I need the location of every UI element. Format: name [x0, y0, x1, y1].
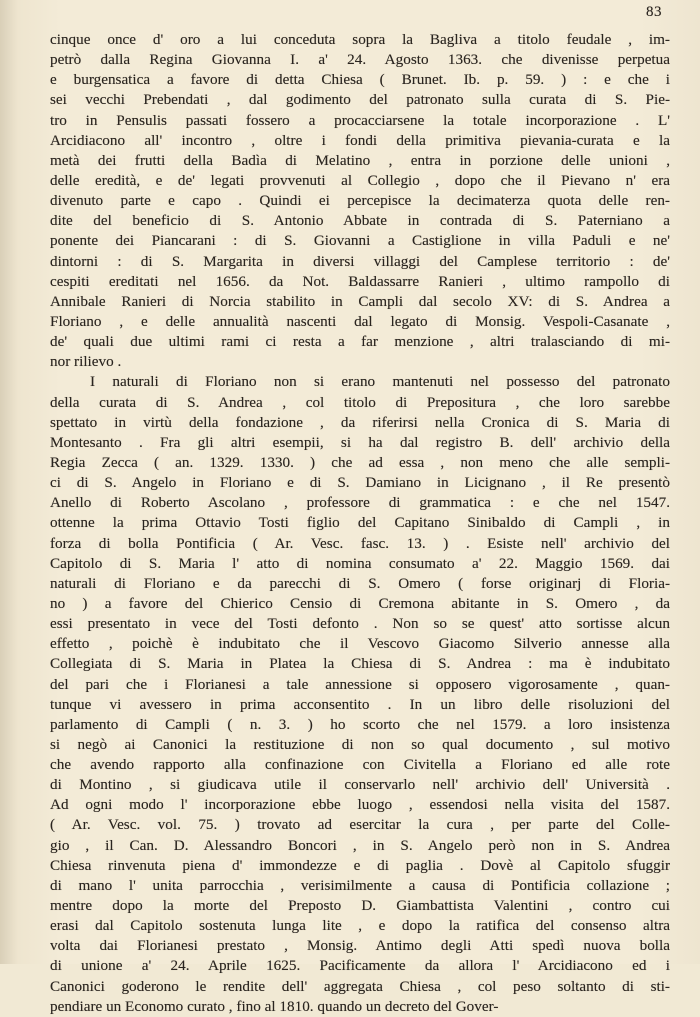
text-line: effetto , poichè è indubitato che il Vescovo Giacomo Silverio annesse alla [50, 635, 670, 653]
text-line: ottenne la prima Ottavio Tosti figlio del Capitano Sinibaldo di Campli , in [50, 514, 670, 532]
text-line: Annibale Ranieri di Norcia stabilito in Campli dal secolo XV: di S. Andrea a [50, 292, 670, 310]
text-line: dintorni : di S. Margarita in diversi villaggi del Camplese territorio : de' [50, 252, 670, 270]
text-line: di Montino , si giudicava utile il conservarlo nell' archivio dell' Università . [50, 776, 670, 794]
text-line: parlamento di Campli ( n. 3. ) ho scorto che nel 1579. a loro insistenza [50, 715, 670, 733]
text-line: naturali di Floriano e da parecchi di S. Omero ( forse originarj di Floria- [50, 574, 670, 592]
text-line: gio , il Can. D. Alessandro Boncori , in S. Angelo però non in S. Andrea [50, 836, 670, 854]
text-line: de' quali due ultimi rami ci resta a far menzione , altri tralasciando di mi- [50, 333, 670, 351]
text-line: ci di S. Angelo in Floriano e di S. Damiano in Licignano , il Re presentò [50, 474, 670, 492]
text-line: no ) a favore del Chierico Censio di Cremona abitante in S. Omero , da [50, 594, 670, 612]
text-line: Anello di Roberto Ascolano , professore di grammatica : e che nel 1547. [50, 494, 670, 512]
text-line: Ad ogni modo l' incorporazione ebbe luogo , essendosi nella visita del 1587. [50, 796, 670, 814]
text-line: Collegiata di S. Maria in Platea la Chiesa di S. Andrea : ma è indubitato [50, 655, 670, 673]
text-line: mentre dopo la morte del Preposto D. Giambattista Valentini , contro cui [50, 897, 670, 915]
text-line: volta dai Florianesi prestato , Monsig. Antimo degli Atti spedì nuova bolla [50, 937, 670, 955]
text-line: I naturali di Floriano non si erano mantenuti nel possesso del patronato [90, 373, 670, 391]
text-line: che avendo rapporto alla confinazione con Civitella a Floriano ed alle rote [50, 756, 670, 774]
text-line: Arcidiacono all' incontro , oltre i fondi della primitiva pievania-curata e la [50, 131, 670, 149]
text-line: di unione a' 24. Aprile 1625. Pacificamente da allora l' Arcidiacono ed i [50, 957, 670, 975]
text-line: della curata di S. Andrea , col titolo di Prepositura , che loro sarebbe [50, 393, 670, 411]
text-line: spettato in virtù della fondazione , da riferirsi nella Cronica di S. Maria di [50, 413, 670, 431]
body-text [50, 30, 670, 1017]
text-line: ( Ar. Vesc. vol. 75. ) trovato ad esercitar la cura , per parte del Colle- [50, 816, 670, 834]
text-line: cinque once d' oro a lui conceduta sopra la Bagliva a titolo feudale , im- [50, 31, 670, 48]
text-line: tro in Pensulis passati fossero a procacciarsene la totale incorporazione . L' [50, 111, 670, 129]
text-line: forza di bolla Pontificia ( Ar. Vesc. fasc. 13. ) . Esiste nell' archivio del [50, 534, 670, 552]
text-line: petrò dalla Regina Giovanna I. a' 24. Agosto 1363. che divenisse perpetua [50, 51, 670, 69]
text-line: ponente dei Piancarani : di S. Giovanni a Castiglione in villa Paduli e ne' [50, 232, 670, 250]
text-line: dite del beneficio di S. Antonio Abbate in contrada di S. Paterniano a [50, 212, 670, 230]
text-line: erasi dal Capitolo sostenuta lunga lite , e dopo la ratifica del consenso altra [50, 917, 670, 935]
text-line: Chiesa rinvenuta piena d' immondezze e di paglia . Dovè al Capitolo sfuggir [50, 856, 670, 874]
text-line: metà dei frutti della Badìa di Melatino , entra in porzione delle unioni , [50, 151, 670, 169]
text-line: divenuto parte e capo . Quindi ei percepisce la decimaterza quota delle ren- [50, 192, 670, 210]
text-line: nor rilievo . [50, 353, 122, 371]
text-line: delle eredità, e de' legati provvenuti al Collegio , dopo che il Pievano n' era [50, 171, 670, 189]
text-line: e burgensatica a favore di detta Chiesa ( Brunet. Ib. p. 59. ) : e che i [50, 71, 670, 89]
text-line: del pari che i Florianesi a tale annessione si opposero vigorosamente , quan- [50, 675, 670, 693]
text-line: Floriano , e delle annualità nascenti dal legato di Monsig. Vespoli-Casanate , [50, 312, 670, 330]
text-line: si negò ai Canonici la restituzione di non so qual documento , sul motivo [50, 735, 670, 753]
text-line: di mano l' unita parrocchia , verisimilmente a causa di Pontificia collazione ; [50, 876, 670, 894]
text-line: tunque vi avessero in prima acconsentito . In un libro delle risoluzioni del [50, 695, 670, 713]
text-line: cespiti ereditati nel 1656. da Not. Baldassarre Ranieri , ultimo rampollo di [50, 272, 670, 290]
text-line: essi presentato in vece del Tosti defonto . Non so se quest' atto sortisse alcun [50, 615, 670, 633]
text-line: Canonici goderono le rendite dell' aggregata Chiesa , col peso soltanto di sti- [50, 977, 670, 995]
text-line: Montesanto . Fra gli altri esempii, si ha dal registro B. dell' archivio della [50, 433, 670, 451]
text-line: pendiare un Economo curato , fino al 1810. quando un decreto del Gover- [50, 997, 499, 1015]
text-line: Regia Zecca ( an. 1329. 1330. ) che ad essa , non meno che alle sempli- [50, 453, 670, 471]
text-line: sei vecchi Prebendati , dal godimento del patronato sulla curata di S. Pie- [50, 91, 670, 109]
text-line: Capitolo di S. Maria l' atto di nomina consumato a' 22. Maggio 1569. dai [50, 554, 670, 572]
page-number: 83 [646, 4, 662, 20]
